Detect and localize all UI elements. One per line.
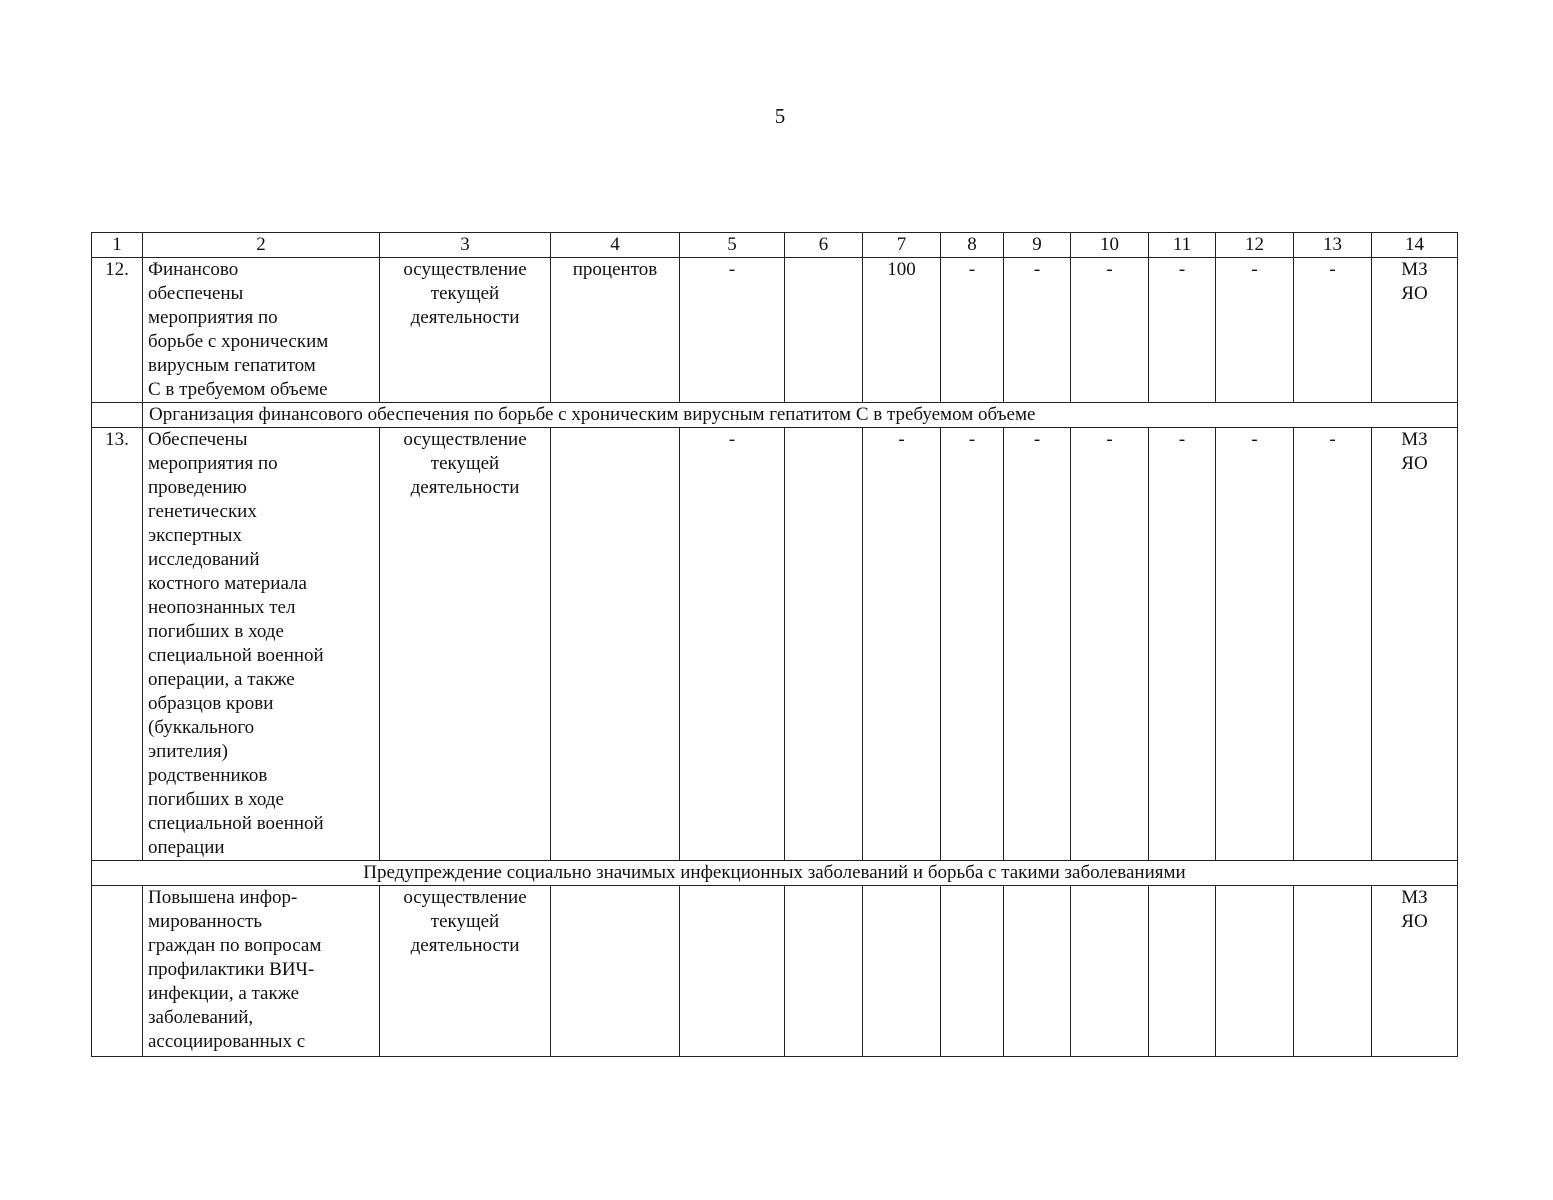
value-cell: -	[1216, 428, 1294, 861]
unit-of-measure	[551, 428, 680, 861]
section-row	[92, 861, 1458, 886]
column-number: 7	[863, 233, 941, 258]
value-cell: -	[863, 428, 941, 861]
result-description: Повышена инфор- мированность граждан по вопросам профилактики ВИЧ- инфекции, а также заболеваний, ассоциированных с	[143, 886, 380, 1057]
section-row	[92, 403, 1458, 428]
value-cell: 100	[863, 258, 941, 403]
unit-of-measure: процентов	[551, 258, 680, 403]
value-cell: -	[680, 258, 785, 403]
column-number: 5	[680, 233, 785, 258]
responsible-executor: МЗ ЯО	[1372, 428, 1458, 861]
value-cell: -	[680, 428, 785, 861]
column-number: 4	[551, 233, 680, 258]
implementation-type: осуществление текущей деятельности	[380, 886, 551, 1057]
column-number: 14	[1372, 233, 1458, 258]
value-cell	[1216, 886, 1294, 1057]
value-cell	[1004, 886, 1071, 1057]
value-cell: -	[1216, 258, 1294, 403]
value-cell: -	[1004, 428, 1071, 861]
value-cell: -	[1071, 258, 1149, 403]
value-cell: -	[1149, 428, 1216, 861]
row-number: 12.	[92, 258, 143, 403]
column-number: 3	[380, 233, 551, 258]
section-title: Предупреждение социально значимых инфекционных заболеваний и борьба с такими заболеваниями	[92, 861, 1458, 886]
column-number-row	[92, 233, 1458, 258]
result-description: Обеспечены мероприятия по проведению генетических экспертных исследований костного материала неопознанных тел погибших в ходе специальной военной операции, а также образцов крови (буккального эпителия) родственников погибших в ходе специальной военной операции	[143, 428, 380, 861]
value-cell	[785, 886, 863, 1057]
program-table	[91, 232, 1458, 1057]
value-cell	[863, 886, 941, 1057]
value-cell	[1071, 886, 1149, 1057]
value-cell: -	[1294, 428, 1372, 861]
responsible-executor: МЗ ЯО	[1372, 886, 1458, 1057]
column-number: 10	[1071, 233, 1149, 258]
table-row	[92, 886, 1458, 1057]
table-row	[92, 428, 1458, 861]
value-cell: -	[1004, 258, 1071, 403]
responsible-executor: МЗ ЯО	[1372, 258, 1458, 403]
column-number: 1	[92, 233, 143, 258]
value-cell: -	[941, 258, 1004, 403]
value-cell	[785, 258, 863, 403]
row-number: 13.	[92, 428, 143, 861]
value-cell: -	[1294, 258, 1372, 403]
value-cell	[551, 886, 680, 1057]
column-number: 2	[143, 233, 380, 258]
value-cell	[941, 886, 1004, 1057]
column-number: 8	[941, 233, 1004, 258]
column-number: 13	[1294, 233, 1372, 258]
column-number: 11	[1149, 233, 1216, 258]
value-cell: -	[1149, 258, 1216, 403]
section-title: Организация финансового обеспечения по борьбе с хроническим вирусным гепатитом С в требуемом объеме	[143, 403, 1458, 428]
value-cell	[1149, 886, 1216, 1057]
table-row	[92, 258, 1458, 403]
column-number: 9	[1004, 233, 1071, 258]
value-cell	[785, 428, 863, 861]
section-empty-cell	[92, 403, 143, 428]
page-number: 5	[774, 104, 786, 128]
implementation-type: осуществление текущей деятельности	[380, 428, 551, 861]
row-number	[92, 886, 143, 1057]
value-cell: -	[1071, 428, 1149, 861]
implementation-type: осуществление текущей деятельности	[380, 258, 551, 403]
result-description: Финансово обеспечены мероприятия по борьбе с хроническим вирусным гепатитом С в требуемом объеме	[143, 258, 380, 403]
column-number: 12	[1216, 233, 1294, 258]
value-cell	[680, 886, 785, 1057]
value-cell	[1294, 886, 1372, 1057]
value-cell: -	[941, 428, 1004, 861]
column-number: 6	[785, 233, 863, 258]
